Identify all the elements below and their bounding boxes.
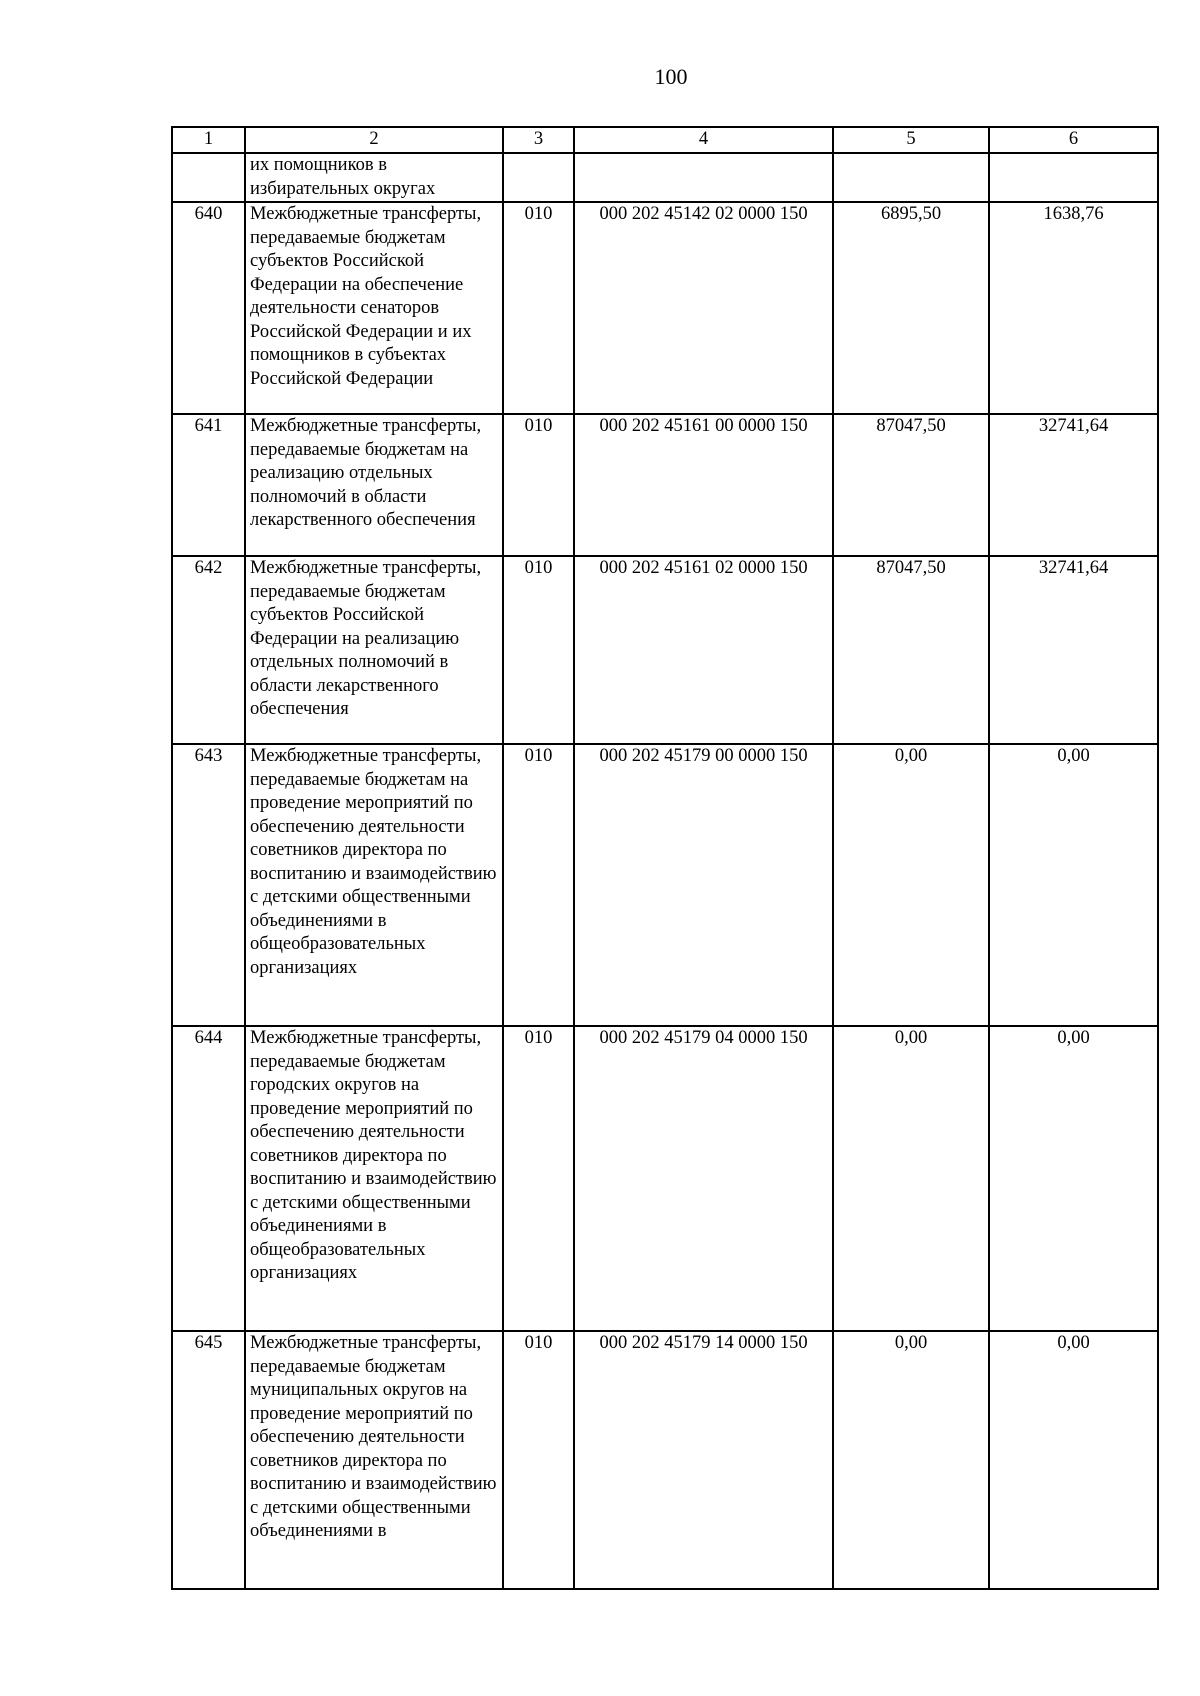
table-row (172, 1026, 1158, 1331)
column-header-1: 1 (172, 127, 245, 153)
row-description: Межбюджетные трансферты, передаваемые бюджетам на проведение мероприятий по обеспечению деятельности советников директора по воспитанию и взаимодействию с детскими общественными объединениями в общеобразовательных организациях (245, 744, 503, 1026)
row-budget-code (574, 153, 833, 202)
row-amount-plan: 87047,50 (833, 414, 989, 556)
row-number (172, 153, 245, 202)
row-admin-code: 010 (503, 744, 574, 1026)
table-row (172, 153, 1158, 202)
row-description: Межбюджетные трансферты, передаваемые бюджетам муниципальных округов на проведение мероприятий по обеспечению деятельности советников директора по воспитанию и взаимодействию с детскими общественными объединениями в (245, 1331, 503, 1589)
budget-table (171, 126, 1159, 1590)
table-row (172, 414, 1158, 556)
row-number: 643 (172, 744, 245, 1026)
row-number: 645 (172, 1331, 245, 1589)
row-amount-exec: 0,00 (989, 1331, 1158, 1589)
row-admin-code: 010 (503, 1026, 574, 1331)
table-row (172, 1331, 1158, 1589)
row-admin-code: 010 (503, 414, 574, 556)
table-row (172, 744, 1158, 1026)
row-amount-plan: 0,00 (833, 1026, 989, 1331)
row-admin-code: 010 (503, 556, 574, 744)
row-amount-plan: 6895,50 (833, 202, 989, 414)
row-number: 640 (172, 202, 245, 414)
row-budget-code: 000 202 45179 04 0000 150 (574, 1026, 833, 1331)
row-number: 641 (172, 414, 245, 556)
row-amount-exec: 32741,64 (989, 414, 1158, 556)
row-budget-code: 000 202 45179 14 0000 150 (574, 1331, 833, 1589)
table-row (172, 202, 1158, 414)
column-header-2: 2 (245, 127, 503, 153)
row-amount-plan: 0,00 (833, 744, 989, 1026)
row-amount-plan (833, 153, 989, 202)
row-description: их помощников в избирательных округах (245, 153, 503, 202)
row-description: Межбюджетные трансферты, передаваемые бюджетам субъектов Российской Федерации на реализацию отдельных полномочий в области лекарственного обеспечения (245, 556, 503, 744)
row-amount-exec: 32741,64 (989, 556, 1158, 744)
row-amount-exec: 0,00 (989, 744, 1158, 1026)
row-budget-code: 000 202 45179 00 0000 150 (574, 744, 833, 1026)
column-number-row (172, 127, 1158, 153)
column-header-6: 6 (989, 127, 1158, 153)
row-amount-plan: 87047,50 (833, 556, 989, 744)
row-admin-code: 010 (503, 1331, 574, 1589)
row-admin-code: 010 (503, 202, 574, 414)
page-number: 100 (654, 64, 688, 89)
row-amount-exec: 0,00 (989, 1026, 1158, 1331)
row-budget-code: 000 202 45161 02 0000 150 (574, 556, 833, 744)
row-number: 642 (172, 556, 245, 744)
row-description: Межбюджетные трансферты, передаваемые бюджетам на реализацию отдельных полномочий в области лекарственного обеспечения (245, 414, 503, 556)
row-amount-plan: 0,00 (833, 1331, 989, 1589)
column-header-3: 3 (503, 127, 574, 153)
row-description: Межбюджетные трансферты, передаваемые бюджетам городских округов на проведение мероприятий по обеспечению деятельности советников директора по воспитанию и взаимодействию с детскими общественными объединениями в общеобразовательных организациях (245, 1026, 503, 1331)
row-amount-exec: 1638,76 (989, 202, 1158, 414)
column-header-4: 4 (574, 127, 833, 153)
row-amount-exec (989, 153, 1158, 202)
row-number: 644 (172, 1026, 245, 1331)
row-budget-code: 000 202 45161 00 0000 150 (574, 414, 833, 556)
row-admin-code (503, 153, 574, 202)
table-row (172, 556, 1158, 744)
row-budget-code: 000 202 45142 02 0000 150 (574, 202, 833, 414)
row-description: Межбюджетные трансферты, передаваемые бюджетам субъектов Российской Федерации на обеспечение деятельности сенаторов Российской Федерации и их помощников в субъектах Российской Федерации (245, 202, 503, 414)
column-header-5: 5 (833, 127, 989, 153)
